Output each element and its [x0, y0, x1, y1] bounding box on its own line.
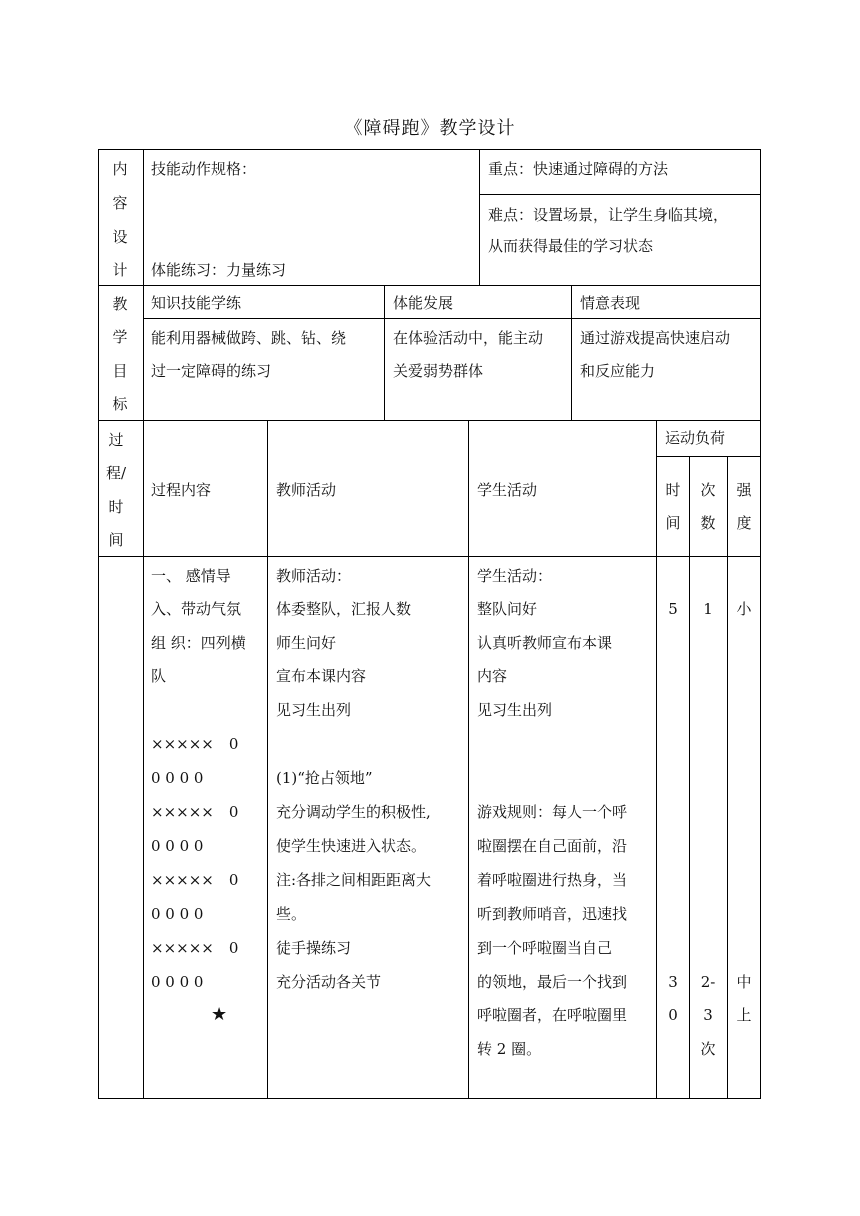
- header-teacher-activity: 教师活动: [276, 481, 337, 499]
- header-time: 时: [665, 481, 681, 499]
- formation-line: 0 0 0 0: [151, 837, 204, 855]
- side-char: 容: [112, 194, 128, 212]
- header-intensity: 强: [736, 481, 752, 499]
- document-title: 《障碍跑》教学设计: [344, 118, 516, 139]
- student-line: 内容: [477, 667, 508, 685]
- difficulty-line: 难点：设置场景，让学生身临其境，: [488, 206, 729, 224]
- header-count: 次: [700, 481, 716, 499]
- formation-line: 0 0 0 0: [151, 973, 204, 991]
- formation-line: 0 0 0 0: [151, 905, 204, 923]
- goal-affective-line: 通过游戏提高快速启动: [580, 329, 731, 347]
- skill-label: 技能动作规格：: [151, 160, 257, 178]
- teacher-line: 师生问好: [276, 634, 337, 652]
- goal-header-knowledge: 知识技能学练: [151, 294, 242, 312]
- intensity-value: 小: [736, 600, 752, 618]
- teacher-line: 体委整队，汇报人数: [276, 600, 412, 618]
- goal-header-fitness: 体能发展: [393, 294, 454, 312]
- content-line: 入、带动气氛: [151, 600, 242, 618]
- goal-knowledge-line: 能利用器械做跨、跳、钻、绕: [151, 329, 347, 347]
- header-exercise-load: 运动负荷: [665, 429, 726, 447]
- header-student-activity: 学生活动: [477, 481, 538, 499]
- formation-line: ××××× 0: [151, 939, 239, 957]
- formation-line: ××××× 0: [151, 871, 239, 889]
- formation-line: ××××× 0: [151, 803, 239, 821]
- teacher-line: 教师活动：: [276, 567, 352, 585]
- side-char: 内: [112, 160, 128, 178]
- time-value: 5: [668, 600, 678, 618]
- teacher-line: 充分活动各关节: [276, 973, 382, 991]
- teacher-line: (1)“抢占领地”: [276, 769, 373, 787]
- formation-line: 0 0 0 0: [151, 769, 204, 787]
- teacher-position-star-icon: ★: [211, 1004, 228, 1025]
- student-line: 着呼啦圈进行热身，当: [477, 871, 628, 889]
- side-char: 教: [112, 295, 128, 313]
- goal-affective-line: 和反应能力: [580, 362, 656, 380]
- goal-knowledge-line: 过一定障碍的练习: [151, 362, 272, 380]
- student-line: 啦圈摆在自己面前，沿: [477, 837, 628, 855]
- student-line: 整队问好: [477, 600, 538, 618]
- side-char: 时: [108, 498, 124, 516]
- time-value: 3: [668, 973, 678, 991]
- teacher-line: 使学生快速进入状态。: [276, 837, 427, 855]
- content-line: 组 织：四列横: [151, 634, 246, 652]
- formation-line: ××××× 0: [151, 735, 239, 753]
- fitness-label: 体能练习：力量练习: [151, 261, 287, 279]
- teacher-line: 徒手操练习: [276, 939, 352, 957]
- goal-header-affective: 情意表现: [580, 294, 641, 312]
- header-count: 数: [700, 514, 716, 532]
- goal-fitness-line: 在体验活动中，能主动: [393, 329, 544, 347]
- side-char: 标: [112, 395, 128, 413]
- difficulty-line: 从而获得最佳的学习状态: [488, 237, 654, 255]
- goal-fitness-line: 关爱弱势群体: [393, 362, 484, 380]
- teacher-line: 宣布本课内容: [276, 667, 367, 685]
- student-line: 听到教师哨音，迅速找: [477, 905, 628, 923]
- side-char: 间: [108, 531, 124, 549]
- student-line: 认真听教师宣布本课: [477, 634, 613, 652]
- teacher-line: 见习生出列: [276, 701, 352, 719]
- student-line: 游戏规则：每人一个呼: [477, 803, 628, 821]
- header-time: 间: [665, 514, 681, 532]
- intensity-value: 上: [736, 1006, 752, 1024]
- student-line: 到一个呼啦圈当自己: [477, 939, 613, 957]
- teacher-line: 注:各排之间相距距离大: [276, 871, 432, 889]
- intensity-value: 中: [736, 973, 752, 991]
- header-process-content: 过程内容: [151, 481, 212, 499]
- count-value: 1: [703, 600, 713, 618]
- header-intensity: 度: [736, 514, 752, 532]
- count-value: 2-: [700, 973, 716, 991]
- side-char: 过: [108, 431, 124, 449]
- teacher-line: 些。: [276, 905, 307, 923]
- student-line: 的领地，最后一个找到: [477, 973, 628, 991]
- side-char: 学: [112, 328, 128, 346]
- student-line: 学生活动：: [477, 567, 553, 585]
- count-value: 3: [703, 1006, 713, 1024]
- student-line: 转 2 圈。: [477, 1040, 542, 1058]
- count-value: 次: [700, 1040, 716, 1058]
- side-char: 程/: [105, 464, 127, 482]
- teacher-line: 充分调动学生的积极性,: [276, 803, 431, 821]
- key-point: 重点：快速通过障碍的方法: [488, 160, 669, 178]
- time-value: 0: [668, 1006, 678, 1024]
- student-line: 呼啦圈者，在呼啦圈里: [477, 1006, 628, 1024]
- side-char: 目: [112, 362, 128, 380]
- content-line: 一、 感情导: [151, 567, 231, 585]
- student-line: 见习生出列: [477, 701, 553, 719]
- side-char: 设: [112, 228, 128, 246]
- side-char: 计: [112, 261, 128, 279]
- content-line: 队: [151, 667, 167, 685]
